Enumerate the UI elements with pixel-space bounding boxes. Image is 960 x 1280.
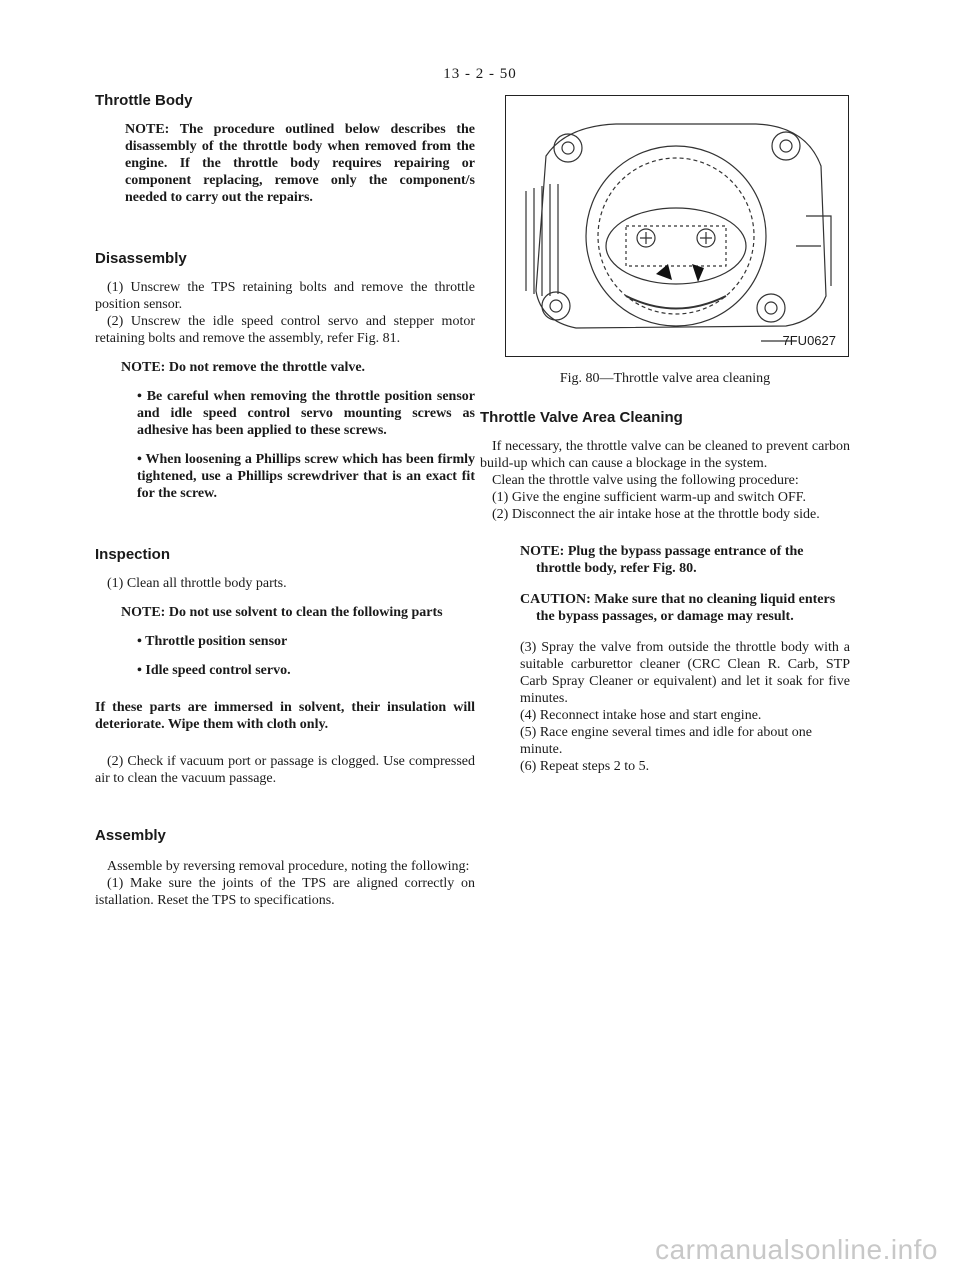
cleaning-note: NOTE: Plug the bypass passage entrance of the throttle body, refer Fig. 80.	[520, 544, 804, 576]
cleaning-step-1: (1) Give the engine sufficient warm-up and switch OFF.	[492, 490, 806, 505]
disassembly-step-2: (2) Unscrew the idle speed control servo and stepper motor retaining bolts and remove the assembly, refer Fig. 81.	[95, 314, 475, 346]
throttle-body-illustration	[506, 96, 848, 356]
inspection-note: NOTE: Do not use solvent to clean the following parts	[121, 605, 443, 620]
assembly-intro: Assemble by reversing removal procedure, noting the following:	[107, 859, 470, 874]
figure-caption: Fig. 80—Throttle valve area cleaning	[559, 371, 771, 386]
disassembly-bullet-1: • Be careful when removing the throttle position sensor and idle speed control servo mounting screws as adhesive has been applied to these screws.	[137, 389, 475, 438]
heading-inspection: Inspection	[95, 546, 171, 563]
cleaning-step-2: (2) Disconnect the air intake hose at the throttle body side.	[492, 507, 820, 522]
heading-disassembly: Disassembly	[95, 250, 187, 267]
cleaning-step-6: (6) Repeat steps 2 to 5.	[520, 759, 650, 774]
right-column	[480, 370, 850, 775]
disassembly-note: NOTE: Do not remove the throttle valve.	[121, 360, 366, 375]
disassembly-bullet-2: • When loosening a Phillips screw which has been firmly tightened, use a Phillips screwdriver that is an exact fit for the screw.	[137, 452, 475, 501]
heading-assembly: Assembly	[95, 827, 166, 844]
inspection-warning: If these parts are immersed in solvent, their insulation will deteriorate. Wipe them with cloth only.	[95, 700, 475, 732]
watermark: carmanualsonline.info	[655, 1234, 938, 1265]
left-column	[95, 92, 475, 909]
cleaning-step-4: (4) Reconnect intake hose and start engine.	[520, 708, 762, 723]
disassembly-step-1: (1) Unscrew the TPS retaining bolts and remove the throttle position sensor.	[95, 280, 475, 312]
inspection-bullet-1: • Throttle position sensor	[137, 634, 288, 649]
heading-throttle-body: Throttle Body	[95, 92, 193, 109]
cleaning-step-3: (3) Spray the valve from outside the throttle body with a suitable carburettor cleaner (CRC Clean R. Carb, STP Carb Spray Cleaner or equivalent) and let it soak for five minutes.	[520, 640, 850, 706]
cleaning-caution: CAUTION: Make sure that no cleaning liquid enters the bypass passages, or damage may result.	[520, 592, 836, 624]
heading-throttle-valve-area-cleaning: Throttle Valve Area Cleaning	[480, 409, 683, 426]
cleaning-step-5: (5) Race engine several times and idle for about one minute.	[520, 725, 812, 757]
page-number: 13 - 2 - 50	[443, 66, 517, 82]
cleaning-para-1: If necessary, the throttle valve can be cleaned to prevent carbon build-up which can cause a blockage in the system.	[480, 439, 850, 471]
figure-code: 7FU0627	[782, 333, 836, 348]
assembly-step-1: (1) Make sure the joints of the TPS are aligned correctly on istallation. Reset the TPS to specifications.	[95, 876, 475, 908]
note-intro: NOTE: The procedure outlined below describes the disassembly of the throttle body when removed from the engine. If the throttle body requires repairing or component replacing, remove only the component/s needed to carry out the repairs.	[125, 122, 475, 205]
figure-frame	[505, 95, 849, 357]
inspection-step-2: (2) Check if vacuum port or passage is clogged. Use compressed air to clean the vacuum passage.	[95, 754, 475, 786]
inspection-step-1: (1) Clean all throttle body parts.	[107, 576, 287, 591]
cleaning-para-2: Clean the throttle valve using the following procedure:	[492, 473, 799, 488]
inspection-bullet-2: • Idle speed control servo.	[137, 663, 291, 678]
